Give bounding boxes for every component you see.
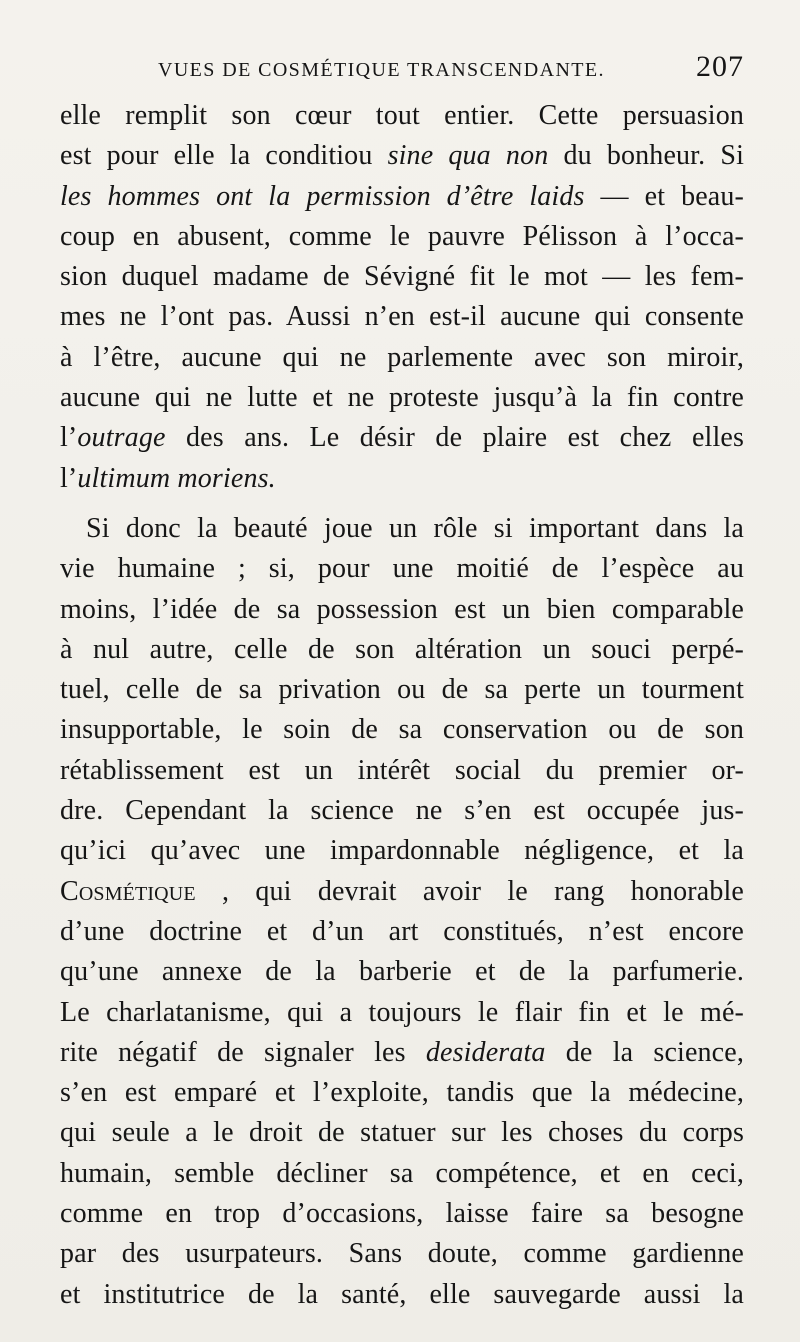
text-line: coup en abusent, comme le pauvre Pélisson à l’occa-: [60, 220, 744, 252]
text-line: rétablissement est un intérêt social du premier or-: [60, 754, 744, 786]
text-line: mes ne l’ont pas. Aussi n’en est-il aucune qui consente: [60, 301, 744, 333]
text-line: elle remplit son cœur tout entier. Cette persuasion: [60, 100, 744, 131]
text-run: , qui devrait avoir le rang honorable: [195, 875, 744, 907]
text-line: à nul autre, celle de son altération un souci perpé-: [60, 633, 744, 665]
text-run: l’: [60, 462, 78, 494]
text-line: par des usurpateurs. Sans doute, comme gardienne: [60, 1238, 744, 1270]
paragraph-1: [60, 96, 744, 499]
text-line: dre. Cependant la science ne s’en est occupée jus-: [60, 795, 744, 827]
text-run: rite négatif de signaler les: [60, 1036, 426, 1068]
text-run: de la science,: [545, 1036, 744, 1068]
text-line: [60, 459, 744, 499]
text-line: aucune qui ne lutte et ne proteste jusqu’à la fin contre: [60, 382, 744, 414]
text-line: qui seule a le droit de statuer sur les choses du corps: [60, 1117, 744, 1149]
running-head: [60, 50, 744, 96]
page-number: 207: [696, 50, 744, 83]
text-line: comme en trop d’occasions, laisse faire sa besogne: [60, 1198, 744, 1230]
text-line: Si donc la beauté joue un rôle si important dans la: [86, 512, 744, 544]
text-line: [60, 418, 744, 458]
text-line: moins, l’idée de sa possession est un bien comparable: [60, 593, 744, 625]
text-line: [60, 1033, 744, 1073]
text-line: et institutrice de la santé, elle sauvegarde aussi la: [60, 1278, 744, 1310]
text-run: l’: [60, 422, 78, 454]
text-line: qu’ici qu’avec une impardonnable négligence, et la: [60, 835, 744, 867]
running-title: VUES DE COSMÉTIQUE TRANSCENDANTE.: [158, 59, 605, 81]
text-run: du bonheur. Si: [548, 140, 744, 172]
italic-text: desiderata: [425, 1036, 546, 1068]
text-line: Le charlatanisme, qui a toujours le flair fin et le mé-: [60, 996, 744, 1028]
text-line: [60, 136, 744, 176]
text-line: tuel, celle de sa privation ou de sa perte un tourment: [60, 674, 744, 706]
text-line: s’en est emparé et l’exploite, tandis que la médecine,: [60, 1077, 744, 1109]
text-line: insupportable, le soin de sa conservation ou de son: [60, 714, 744, 746]
page-body: [60, 96, 744, 1315]
text-line: à l’être, aucune qui ne parlemente avec son miroir,: [60, 341, 744, 373]
text-line: qu’une annexe de la barberie et de la parfumerie.: [60, 956, 744, 988]
text-line: [60, 872, 744, 912]
text-run: des ans. Le désir de plaire est chez elles: [165, 422, 744, 454]
text-line: vie humaine ; si, pour une moitié de l’espèce au: [60, 553, 744, 585]
text-line: d’une doctrine et d’un art constitués, n’est encore: [60, 915, 744, 947]
text-line: sion duquel madame de Sévigné fit le mot — les fem-: [60, 261, 744, 293]
small-caps-term: Cosmétique: [60, 875, 196, 907]
text-run: est pour elle la conditiou: [60, 140, 388, 172]
text-line: [60, 177, 744, 217]
paragraph-2: [60, 509, 744, 1315]
text-run: — et beau-: [584, 180, 744, 212]
italic-text: outrage: [77, 422, 166, 454]
italic-text: sine qua non: [387, 140, 549, 172]
italic-text: les hommes ont la permission d’être laids: [60, 180, 585, 212]
italic-text: ultimum moriens.: [77, 462, 276, 494]
text-line: humain, semble décliner sa compétence, et en ceci,: [60, 1157, 744, 1189]
